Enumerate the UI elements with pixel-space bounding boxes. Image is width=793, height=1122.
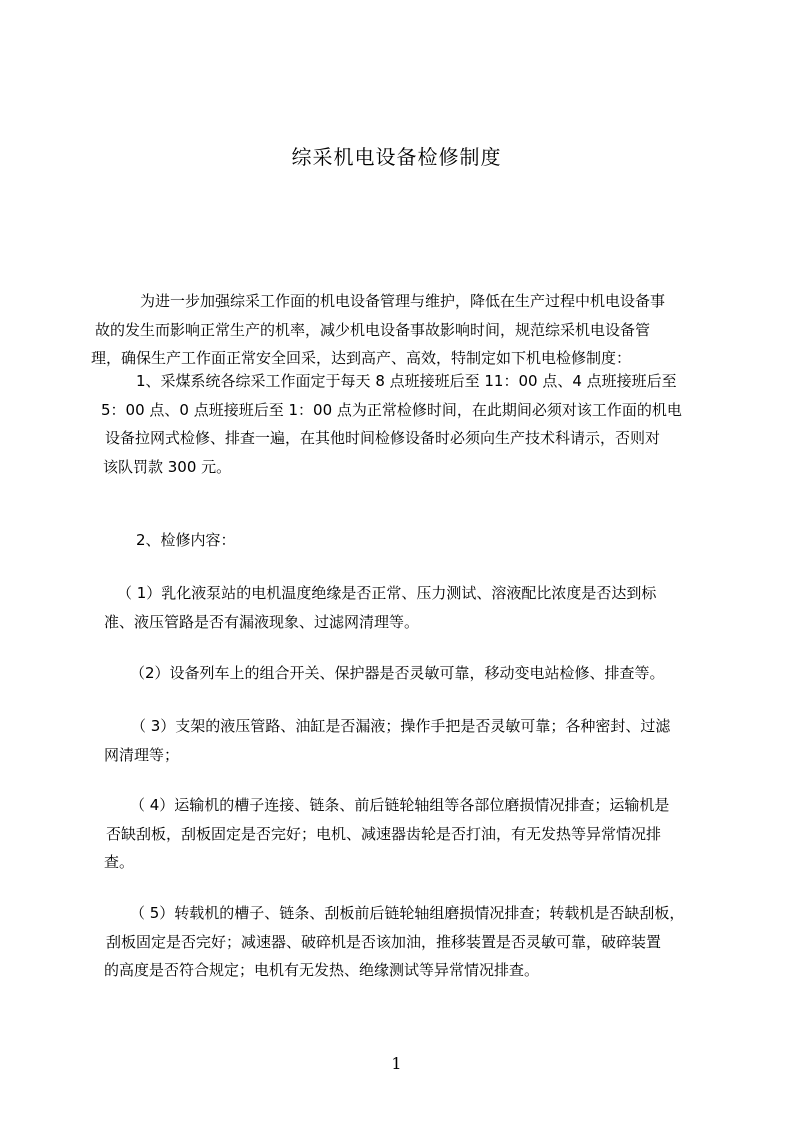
page-number: 1: [391, 1054, 402, 1073]
paragraph-line: （ 3）支架的液压管路、油缸是否漏液；操作手把是否灵敏可靠；各种密封、过滤: [131, 717, 671, 735]
paragraph-line: 准、液压管路是否有漏液现象、过滤网清理等。: [104, 612, 420, 631]
paragraph-line: 2、检修内容：: [136, 531, 236, 549]
paragraph-line: 5：00 点、0 点班接班后至 1：00 点为正常检修时间，在此期间必须对该工作面的机电: [101, 400, 682, 419]
paragraph-line: （ 4）运输机的槽子连接、链条、前后链轮轴组等各部位磨损情况排查；运输机是: [130, 796, 670, 814]
intro-paragraph: [93, 287, 665, 373]
item-1-paragraph: [103, 367, 682, 481]
item-2-3-paragraph: [103, 712, 670, 769]
item-2-heading: [136, 526, 236, 555]
paragraph-line: （ 1）乳化液泵站的电机温度绝缘是否正常、压力测试、溶液配比浓度是否达到标: [117, 584, 657, 602]
item-2-2-paragraph: [130, 659, 665, 688]
paragraph-line: 理，确保生产工作面正常安全回采，达到高产、高效，特制定如下机电检修制度：: [91, 349, 632, 367]
paragraph-line: 的高度是否符合规定；电机有无发热、绝缘测试等异常情况排查。: [104, 961, 540, 979]
paragraph-line: （ 5）转载机的槽子、链条、刮板前后链轮轴组磨损情况排查；转载机是否缺刮板，: [130, 904, 685, 922]
item-2-4-paragraph: [103, 791, 669, 877]
paragraph-line: 故的发生而影响正常生产的机率，减少机电设备事故影响时间，规范综采机电设备管: [95, 320, 651, 339]
paragraph-line: 1、采煤系统各综采工作面定于每天 8 点班接班后至 11：00 点、4 点班接班后至: [136, 372, 677, 390]
paragraph-line: 为进一步加强综采工作面的机电设备管理与维护，降低在生产过程中机电设备事: [140, 292, 666, 310]
item-2-5-paragraph: [103, 899, 684, 985]
paragraph-line: 否缺刮板，刮板固定是否完好；电机、减速器齿轮是否打油，有无发热等异常情况排: [106, 824, 662, 843]
paragraph-line: 查。: [104, 853, 135, 871]
paragraph-line: 设备拉网式检修、排查一遍，在其他时间检修设备时必须向生产技术科请示，否则对: [105, 429, 661, 447]
paragraph-line: 刮板固定是否完好；减速器、破碎机是否该加油，推移装置是否灵敏可靠，破碎装置: [106, 932, 662, 951]
page-title: 综采机电设备检修制度: [291, 145, 502, 169]
item-2-1-paragraph: [103, 579, 656, 636]
paragraph-line: （2）设备列车上的组合开关、保护器是否灵敏可靠，移动变电站检修、排查等。: [130, 664, 665, 682]
paragraph-line: 该队罚款 300 元。: [103, 457, 232, 476]
paragraph-line: 网清理等；: [104, 745, 180, 764]
